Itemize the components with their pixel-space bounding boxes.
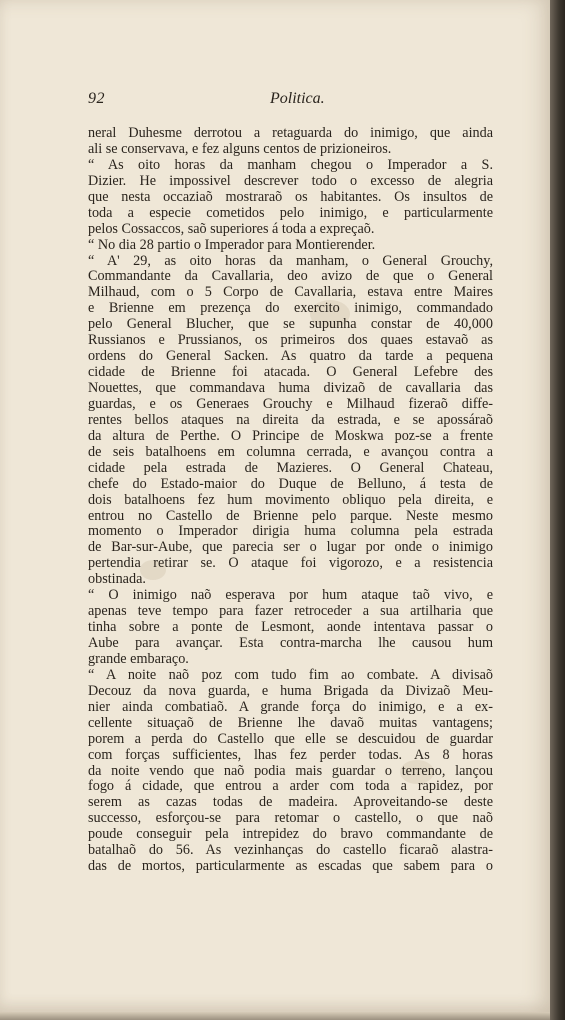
text-line: de seis batalhoens em columna cerrada, e avançou contra a: [88, 443, 493, 460]
text-line: ali se conservava, e fez alguns centos de prizioneiros.: [88, 140, 392, 157]
text-line: “ No dia 28 partio o Imperador para Montierender.: [88, 236, 376, 253]
text-line: chefe do Estado-maior do Duque de Belluno, á testa de: [88, 475, 493, 492]
text-line: successo, esforçou-se para retomar o castello, o que naõ: [88, 810, 493, 827]
text-line: “ As oito horas da manham chegou o Imperador a S.: [88, 156, 493, 173]
body-text: [88, 126, 493, 875]
text-line: da altura de Perthe. O Principe de Moskwa poz-se a frente: [88, 427, 493, 444]
text-line: grande embaraço.: [88, 650, 189, 667]
text-line: dois batalhoens fez hum movimento obliquo pela direita, e: [88, 491, 493, 508]
text-line: que nesta occaziaõ mostraraõ os habitantes. Os insultos de: [88, 188, 493, 205]
text-line: neral Duhesme derrotou a retaguarda do inimigo, que ainda: [88, 125, 493, 141]
text-line: “ O inimigo naõ esperava por hum ataque taõ vivo, e: [88, 587, 493, 604]
text-line: poude conseguir pela intrepidez do bravo commandante de: [88, 826, 493, 843]
text-line: cidade pela estrada de Mazieres. O General Chateau,: [88, 459, 493, 476]
text-line: nier ainda combatiaõ. A grande força do inimigo, e a ex-: [88, 698, 493, 715]
text-line: ordens do General Sacken. As quatro da tarde a pequena: [88, 348, 493, 365]
text-line: “ A noite naõ poz com tudo fim ao combate. A divisaõ: [88, 666, 493, 683]
text-line: pertendia retirar se. O ataque foi vigorozo, e a resistencia: [88, 555, 493, 572]
text-line: rentes bellos ataques na direita da estrada, e se apossáraõ: [88, 411, 493, 428]
text-line: Commandante da Cavallaria, deo avizo de que o General: [88, 268, 493, 285]
text-line: pelos Cossaccos, saõ superiores á toda a expreçaõ.: [88, 220, 375, 237]
text-line: de Bar-sur-Aube, que parecia ser o lugar por onde o inimigo: [88, 539, 493, 556]
text-line: momento o Imperador dirigia huma columna pela estrada: [88, 523, 493, 540]
text-line: fogo á cidade, que entrou a arder com toda a rapidez, por: [88, 778, 493, 795]
text-line: cidade de Brienne foi atacada. O General Lefebre des: [88, 364, 493, 381]
text-line: obstinada.: [88, 571, 146, 588]
page-bottom-edge: [0, 1012, 550, 1020]
page-header: [88, 90, 498, 112]
running-title: Politica.: [270, 90, 325, 107]
text-line: Dizier. He impossivel descrever todo o excesso de alegria: [88, 172, 493, 189]
text-line: guardas, e os Generaes Grouchy e Milhaud fizeraõ diffe-: [88, 395, 493, 412]
page-number: 92: [88, 90, 105, 107]
text-line: Russianos e Prussianos, os primeiros dos quaes estavaõ as: [88, 332, 493, 349]
text-line: entrou no Castello de Brienne pelo parque. Neste mesmo: [88, 507, 493, 524]
text-line: Milhaud, com o 5 Corpo de Cavallaria, estava entre Maires: [88, 284, 493, 301]
text-line: “ A' 29, as oito horas da manham, o General Grouchy,: [88, 252, 493, 269]
text-line: Nouettes, que commandava huma divizaõ de cavallaria das: [88, 380, 493, 396]
text-line: porem a perda do Castello que elle se descuidou de guardar: [88, 730, 493, 747]
text-line: Decouz da nova guarda, e huma Brigada da Divizaõ Meu-: [88, 682, 493, 699]
text-line: cellente situaçaõ de Brienne lhe davaõ muitas vantagens;: [88, 714, 493, 731]
text-line: batalhaõ do 56. As vezinhanças do castello ficaraõ alastra-: [88, 842, 493, 859]
text-line: tinha sobre a ponte de Lesmont, aonde intentava passar o: [88, 619, 493, 636]
book-spine: [550, 0, 565, 1020]
text-line: toda a especie cometidos pelo inimigo, e particularmente: [88, 204, 493, 221]
text-line: apenas teve tempo para fazer retroceder a sua artilharia que: [88, 603, 493, 620]
text-line: e Brienne em prezença do exercito inimigo, commandado: [88, 300, 493, 317]
text-line: serem as cazas todas de madeira. Aproveitando-se deste: [88, 794, 493, 811]
text-line: com forças sufficientes, lhas fez perder todas. As 8 horas: [88, 746, 493, 763]
text-line: pelo General Blucher, que se supunha constar de 40,000: [88, 316, 493, 333]
text-line: da noite vendo que naõ podia mais guardar o terreno, lançou: [88, 762, 493, 779]
text-line: Aube para avançar. Esta contra-marcha lhe causou hum: [88, 635, 493, 651]
text-line: das de mortos, particularmente as escadas que sabem para o: [88, 858, 493, 875]
